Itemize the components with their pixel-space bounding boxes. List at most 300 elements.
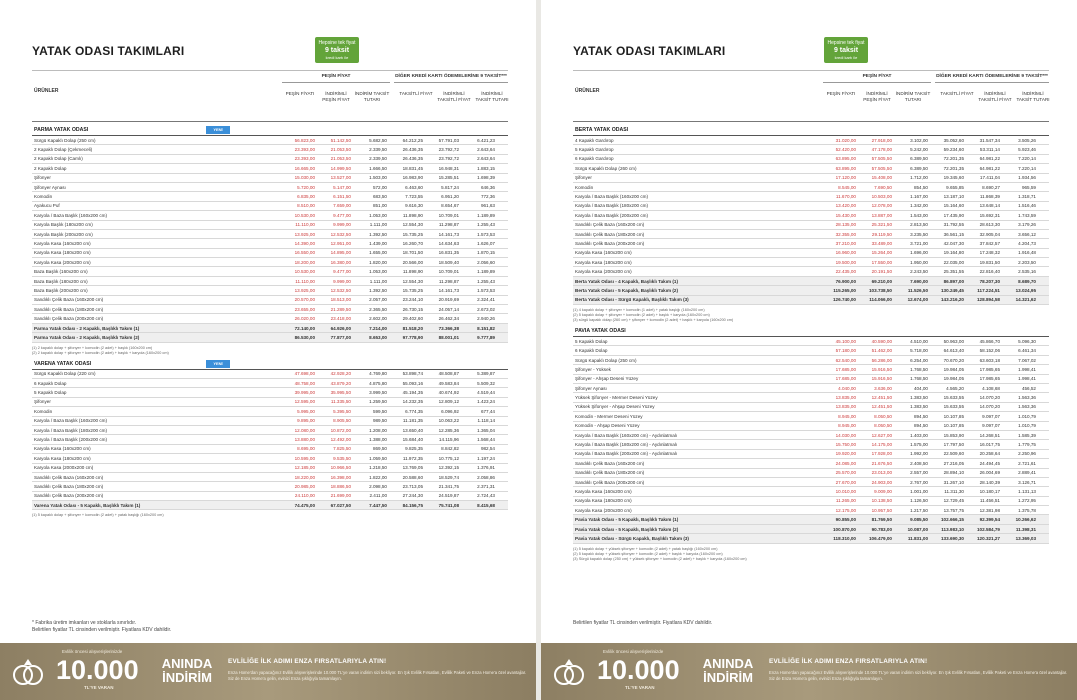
- price-cell: 5.995,00: [297, 408, 315, 414]
- price-cell: 1.392,50: [369, 231, 387, 237]
- price-cell: 23.713,05: [402, 483, 423, 489]
- price-cell: 31.020,00: [835, 137, 856, 143]
- price-cell: 1.189,89: [477, 269, 495, 275]
- product-name: Sandıklı Çelik Baza (180x200 cm): [34, 483, 104, 489]
- price-cell: 1.768,50: [910, 366, 928, 372]
- price-cell: 12.809,12: [438, 399, 459, 405]
- price-cell: 24.903,00: [871, 479, 892, 485]
- price-cell: 14.232,35: [402, 399, 423, 405]
- price-cell: 2.250,96: [1018, 451, 1036, 457]
- price-cell: 12.175,00: [835, 507, 856, 513]
- price-cell: 11.456,51: [979, 498, 1000, 504]
- section-notes: [32, 513, 508, 518]
- price-table: [573, 70, 1049, 562]
- price-cell: 16.260,70: [402, 240, 423, 246]
- product-name: Varena Yatak Odası - 5 Kapaklı, Başlıklı Takım (1): [34, 502, 141, 508]
- price-cell: 1.010,79: [1018, 413, 1036, 419]
- price-cell: 4.108,68: [982, 385, 1000, 391]
- table-row: [32, 379, 508, 388]
- price-cell: 70.670,20: [943, 357, 964, 363]
- left-page: [0, 0, 536, 700]
- price-cell: 8.510,00: [297, 203, 315, 209]
- note-line: (1) 5 kapaklı dolap + şifonyer + komodin (2 adet) + yatak başlığı (160x200 cm): [32, 513, 164, 518]
- table-row: [573, 192, 1049, 201]
- table-row: [573, 534, 1049, 543]
- price-cell: 13.650,40: [402, 427, 423, 433]
- price-cell: 1.131,13: [1018, 488, 1036, 494]
- price-cell: 14.895,00: [330, 250, 351, 256]
- price-cell: 683,50: [372, 194, 387, 200]
- price-cell: 2.643,64: [477, 156, 495, 162]
- product-name: Sandıklı Çelik Baza (200x200 cm): [34, 493, 104, 499]
- price-cell: 15.735,25: [402, 287, 423, 293]
- price-cell: 20.258,64: [979, 451, 1000, 457]
- price-cell: 2.339,50: [369, 147, 387, 153]
- price-cell: 12.951,00: [330, 240, 351, 246]
- table-row: [32, 174, 508, 183]
- price-cell: 63.603,18: [979, 357, 1000, 363]
- product-name: 2 Kapaklı Dolap (Camlı): [34, 156, 83, 162]
- price-cell: 1.666,50: [369, 165, 387, 171]
- product-name: Yüksek Şifonyer - Mermer Deseni Yüzey: [575, 395, 658, 401]
- price-cell: 14.999,50: [330, 165, 351, 171]
- product-name: Yüksek Şifonyer - Ahşap Deseni Yüzey: [575, 404, 655, 410]
- price-cell: 15.692,31: [979, 212, 1000, 218]
- price-cell: 404,00: [913, 385, 928, 391]
- table-row: [573, 459, 1049, 468]
- price-cell: 63.895,00: [835, 165, 856, 171]
- price-cell: 4.565,20: [946, 385, 964, 391]
- price-cell: 1.392,50: [369, 287, 387, 293]
- product-name: Sandıklı Çelik Baza (160x200 cm): [575, 460, 645, 466]
- price-cell: 64.981,22: [979, 165, 1000, 171]
- price-cell: 8.050,50: [874, 413, 892, 419]
- price-cell: 16.380,00: [330, 259, 351, 265]
- badge-bot: kredi kartı ile: [834, 55, 858, 60]
- instant-line-1: ANINDA: [702, 656, 754, 671]
- products-heading: ÜRÜNLER: [34, 88, 59, 94]
- table-row: [32, 230, 508, 239]
- table-row: [32, 454, 508, 463]
- price-cell: 6.389,50: [910, 156, 928, 162]
- discount-amount: 10.000: [56, 655, 139, 685]
- price-cell: 16.017,75: [979, 442, 1000, 448]
- note-line: (2) 2 kapaklı dolap + şifonyer + komodin (2 adet) + başlık + karyola (160x200 cm): [32, 350, 169, 355]
- price-cell: 64.981,22: [979, 156, 1000, 162]
- product-name: Baza Başlık (180x200 cm): [34, 278, 88, 284]
- installment-badge: [824, 37, 868, 63]
- price-cell: 26.436,35: [402, 147, 423, 153]
- price-cell: 6.951,20: [441, 194, 459, 200]
- product-name: Karyola Kasa (200x200 cm): [575, 269, 632, 275]
- price-cell: 646,36: [480, 184, 495, 190]
- price-cell: 2.339,50: [369, 156, 387, 162]
- product-name: Sürgü Kapaklı Dolap (220 cm): [34, 371, 96, 377]
- price-cell: 8.905,50: [333, 418, 351, 424]
- table-row: [573, 487, 1049, 496]
- price-cell: 42.928,20: [330, 371, 351, 377]
- instant-line-2: İNDİRİM: [703, 670, 753, 685]
- product-name: Karyola / Baza Başlık (200x200 cm): [34, 437, 108, 443]
- table-row: [573, 497, 1049, 506]
- price-cell: 5.923,46: [1018, 147, 1036, 153]
- price-cell: 6.254,00: [910, 357, 928, 363]
- product-name: Karyola / Baza Başlık (160x200 cm) - Aydınlatmalı: [575, 432, 678, 438]
- price-cell: 88.001,01: [438, 334, 459, 340]
- product-name: Karyola / Baza Başlık (200x200 cm): [575, 212, 649, 218]
- footnote-line: * Fabrika üretim imkanları ve stoklarla sınırlıdır.: [32, 620, 137, 626]
- price-cell: 1.950,00: [910, 259, 928, 265]
- price-cell: 10.872,00: [330, 427, 351, 433]
- price-cell: 45.866,70: [979, 338, 1000, 344]
- product-name: Sandıklı Çelik Baza (200x200 cm): [575, 240, 645, 246]
- price-cell: 14.634,63: [438, 240, 459, 246]
- table-row: [573, 450, 1049, 459]
- price-cell: 7.447,50: [369, 502, 387, 508]
- product-name: Komodin: [34, 194, 53, 200]
- section-title: BERTA YATAK ODASI: [575, 127, 629, 133]
- installment-group: DİĞER KREDİ KARTI ÖDEMELERİNE 9 TAKSİT***: [935, 74, 1049, 83]
- price-cell: 10.503,00: [871, 194, 892, 200]
- price-cell: 23.244,10: [402, 297, 423, 303]
- product-name: Şifonyer Aynası: [575, 385, 607, 391]
- table-row: [573, 211, 1049, 220]
- column-header: TAKSİTLİ FİYAT: [940, 91, 974, 96]
- price-cell: 1.111,00: [369, 222, 387, 228]
- product-name: Karyola / Baza Başlık (180x200 cm): [34, 427, 108, 433]
- price-cell: 11.398,31: [1015, 526, 1036, 532]
- price-cell: 22.509,60: [943, 451, 964, 457]
- price-cell: 13.648,14: [979, 203, 1000, 209]
- product-name: Sandıklı Çelik Baza (180x200 cm): [34, 306, 104, 312]
- price-cell: 12.627,00: [871, 432, 892, 438]
- price-cell: 9.097,07: [982, 413, 1000, 419]
- price-cell: 3.505,26: [1018, 137, 1036, 143]
- table-row: [573, 393, 1049, 402]
- price-cell: 17.411,04: [979, 175, 1000, 181]
- price-cell: 36.561,15: [943, 231, 964, 237]
- table-row: [573, 384, 1049, 393]
- price-cell: 118.310,00: [833, 535, 856, 541]
- price-cell: 5.718,00: [910, 348, 928, 354]
- product-name: Sandıklı Çelik Baza (200x200 cm): [34, 316, 104, 322]
- price-cell: 2.813,50: [910, 222, 928, 228]
- price-cell: 8.690,27: [982, 184, 1000, 190]
- price-cell: 4.204,73: [1018, 240, 1036, 246]
- price-cell: 1.126,50: [910, 498, 928, 504]
- price-cell: 19.164,80: [943, 250, 964, 256]
- price-cell: 13.527,00: [330, 175, 351, 181]
- price-cell: 103.738,50: [869, 287, 892, 293]
- price-cell: 6.463,60: [405, 184, 423, 190]
- price-cell: 21.053,50: [330, 156, 351, 162]
- price-cell: 59.234,60: [943, 147, 964, 153]
- price-cell: 48.508,87: [438, 371, 459, 377]
- price-cell: 21.699,00: [330, 493, 351, 499]
- product-name: Parma Yatak Odası - 2 Kapaklı, Başlıklı Takım (2): [34, 334, 140, 340]
- price-cell: 1.259,50: [369, 399, 387, 405]
- price-cell: 9.097,07: [982, 423, 1000, 429]
- price-cell: 894,50: [913, 423, 928, 429]
- price-cell: 2.889,41: [1018, 470, 1036, 476]
- price-cell: 84.156,75: [402, 502, 423, 508]
- table-row: [573, 422, 1049, 431]
- price-cell: 113.983,10: [941, 526, 964, 532]
- price-cell: 1.626,07: [477, 240, 495, 246]
- table-row: [573, 356, 1049, 365]
- price-cell: 1.870,15: [477, 250, 495, 256]
- badge-mid: 9 taksit: [324, 47, 350, 54]
- price-cell: 76.900,00: [835, 278, 856, 284]
- price-cell: 12.532,50: [330, 231, 351, 237]
- price-cell: 27.216,05: [943, 460, 964, 466]
- product-name: Sandıklı Çelik Baza (180x200 cm): [575, 231, 645, 237]
- price-cell: 14.161,73: [438, 231, 459, 237]
- price-cell: 16.398,00: [330, 474, 351, 480]
- product-name: 2 Kapaklı Dolap: [34, 165, 67, 171]
- price-cell: 40.590,00: [871, 338, 892, 344]
- price-cell: 33.489,00: [871, 240, 892, 246]
- price-cell: 97.778,90: [402, 334, 423, 340]
- price-cell: 31.267,10: [943, 479, 964, 485]
- price-cell: 854,50: [913, 184, 928, 190]
- price-cell: 7.220,14: [1018, 165, 1036, 171]
- price-cell: 72.140,00: [294, 325, 315, 331]
- table-row: [32, 221, 508, 230]
- price-cell: 1.388,00: [369, 437, 387, 443]
- price-cell: 1.563,36: [1018, 395, 1036, 401]
- price-cell: 45.100,00: [835, 338, 856, 344]
- price-cell: 15.735,25: [402, 231, 423, 237]
- price-cell: 9.009,00: [874, 488, 892, 494]
- table-row: [32, 435, 508, 444]
- price-cell: 15.408,00: [871, 175, 892, 181]
- price-cell: 1.208,00: [369, 427, 387, 433]
- price-cell: 17.985,65: [979, 376, 1000, 382]
- badge-bot: kredi kartı ile: [325, 55, 349, 60]
- price-cell: 53.311,14: [979, 147, 1000, 153]
- price-cell: 8.151,82: [477, 325, 495, 331]
- price-cell: 45.194,35: [402, 390, 423, 396]
- price-cell: 10.957,50: [871, 507, 892, 513]
- price-cell: 28.135,00: [835, 222, 856, 228]
- table-row: [32, 277, 508, 286]
- discount-amount: 10.000: [597, 655, 680, 685]
- price-cell: 3.126,71: [1018, 479, 1036, 485]
- section-notes: [573, 547, 1049, 562]
- table-row: [573, 515, 1049, 524]
- price-cell: 23.418,00: [330, 316, 351, 322]
- price-cell: 3.999,50: [369, 390, 387, 396]
- price-cell: 128.894,58: [977, 297, 1000, 303]
- price-cell: 1.197,24: [477, 455, 495, 461]
- price-cell: 9.825,35: [405, 446, 423, 452]
- price-cell: 599,50: [372, 408, 387, 414]
- banner-body: Enza Home'dan yapacağınız Evlilik alışverişlerinde 10.000 TL'ye varan indirim sizi bekliyor. En Şık Evlilik Fırsatları, Evlilik Paketi ve Enza Home'a özel avantajlar. Siz de Enza Home'a gelin, evinizi Enza şıklığıyla tamamlayın.: [228, 670, 527, 681]
- price-cell: 10.266,62: [1015, 517, 1036, 523]
- price-cell: 1.053,00: [369, 212, 387, 218]
- price-cell: 20.919,69: [438, 297, 459, 303]
- product-name: Pavia Yatak Odası - 5 Kapaklı, Başlıklı Takım (2): [575, 526, 679, 532]
- price-cell: 10.709,01: [438, 269, 459, 275]
- price-cell: 117.224,51: [977, 287, 1000, 293]
- price-cell: 1.383,50: [910, 395, 928, 401]
- price-cell: 23.655,00: [294, 306, 315, 312]
- section-header: [573, 326, 1049, 337]
- price-cell: 10.530,00: [294, 212, 315, 218]
- product-name: Sürgü Kapaklı Dolap (250 cm): [575, 357, 637, 363]
- price-cell: 19.500,00: [835, 259, 856, 265]
- badge-mid: 9 taksit: [833, 47, 859, 54]
- price-cell: 2.940,26: [477, 316, 495, 322]
- price-cell: 1.820,00: [369, 259, 387, 265]
- price-cell: 11.972,35: [402, 455, 423, 461]
- price-cell: 1.376,91: [477, 465, 495, 471]
- table-row: [573, 506, 1049, 515]
- price-cell: 12.595,00: [294, 399, 315, 405]
- section-title: PAVIA YATAK ODASI: [575, 328, 626, 335]
- price-cell: 1.992,00: [910, 451, 928, 457]
- price-cell: 8.842,82: [441, 446, 459, 452]
- section-header: [32, 359, 508, 370]
- price-cell: 982,54: [480, 446, 495, 452]
- price-cell: 11.335,50: [330, 399, 351, 405]
- price-cell: 10.775,12: [438, 455, 459, 461]
- price-cell: 4.519,44: [477, 390, 495, 396]
- price-cell: 24.057,14: [438, 306, 459, 312]
- column-header: İNDİRİMLİ PEŞİN FİYAT: [322, 91, 350, 102]
- price-cell: 17.797,50: [943, 442, 964, 448]
- price-cell: 1.696,00: [910, 250, 928, 256]
- price-cell: 57.505,50: [871, 156, 892, 162]
- product-name: Karyola Kasa (160x200 cm): [34, 446, 91, 452]
- price-cell: 102.584,79: [977, 526, 1000, 532]
- table-row: [32, 192, 508, 201]
- price-cell: 2.056,60: [477, 259, 495, 265]
- price-cell: 7.220,14: [1018, 156, 1036, 162]
- table-row: [573, 286, 1049, 295]
- table-row: [573, 469, 1049, 478]
- table-row: [32, 155, 508, 164]
- price-cell: 1.768,50: [910, 376, 928, 382]
- table-row: [32, 211, 508, 220]
- table-row: [32, 388, 508, 397]
- price-cell: 18.529,74: [438, 474, 459, 480]
- price-cell: 31.547,34: [979, 137, 1000, 143]
- price-cell: 1.543,00: [910, 212, 928, 218]
- price-cell: 17.985,65: [979, 366, 1000, 372]
- product-name: Karyola Kasa (200x200 cm): [34, 259, 91, 265]
- price-cell: 26.020,00: [294, 316, 315, 322]
- price-cell: 11.526,50: [907, 287, 928, 293]
- price-table: [32, 70, 508, 518]
- column-header: İNDİRİMLİ TAKSİTLİ FİYAT: [978, 91, 1012, 102]
- price-cell: 5.389,87: [477, 371, 495, 377]
- price-cell: 18.886,50: [330, 483, 351, 489]
- price-cell: 10.063,22: [438, 418, 459, 424]
- price-cell: 120.321,27: [977, 535, 1000, 541]
- price-cell: 69.210,00: [871, 278, 892, 284]
- price-cell: 52.420,00: [835, 147, 856, 153]
- price-cell: 21.053,50: [330, 147, 351, 153]
- price-cell: 23.393,00: [294, 147, 315, 153]
- price-cell: 1.916,48: [1018, 250, 1036, 256]
- price-cell: 26.436,35: [402, 156, 423, 162]
- table-row: [573, 258, 1049, 267]
- price-cell: 989,50: [372, 418, 387, 424]
- product-name: Komodin: [34, 408, 53, 414]
- price-cell: 24.085,00: [835, 460, 856, 466]
- price-cell: 20.588,60: [402, 474, 423, 480]
- price-cell: 115.265,00: [833, 287, 856, 293]
- price-cell: 12.674,00: [907, 297, 928, 303]
- table-row: [573, 230, 1049, 239]
- wedding-rings-icon: [10, 651, 46, 691]
- table-row: [32, 258, 508, 267]
- price-cell: 1.575,00: [910, 442, 928, 448]
- price-cell: 12.451,50: [871, 395, 892, 401]
- product-name: 4 Kapaklı Gardırop: [575, 137, 614, 143]
- price-cell: 1.934,56: [1018, 175, 1036, 181]
- price-cell: 14.321,62: [1015, 297, 1036, 303]
- price-cell: 86.897,00: [943, 278, 964, 284]
- price-cell: 27.244,30: [402, 493, 423, 499]
- price-cell: 35.052,60: [943, 137, 964, 143]
- price-cell: 1.573,53: [477, 287, 495, 293]
- price-cell: 8.695,00: [297, 446, 315, 452]
- price-cell: 12.554,30: [402, 222, 423, 228]
- section-notes: [32, 346, 508, 356]
- note-line: (1) 2 kapaklı dolap + şifonyer + komodin (2 adet) + başlık (160x200 cm): [32, 345, 153, 350]
- product-name: 6 Kapaklı Dolap: [34, 380, 67, 386]
- section-header: [573, 125, 1049, 136]
- note-line: (1) 5 kapaklı dolap + yüksek şifonyer + komodin (2 adet) + yatak başlığı (160x200 cm): [573, 546, 718, 551]
- price-cell: 12.185,00: [294, 465, 315, 471]
- product-name: Berta Yatak Odası - 4 Kapaklı, Başlıklı Takım (1): [575, 278, 678, 284]
- price-cell: 57.180,00: [835, 348, 856, 354]
- banner-small-text: Evlilik öncesi alışverişlerinizde: [62, 649, 123, 654]
- table-row: [32, 145, 508, 154]
- price-cell: 2.365,50: [369, 306, 387, 312]
- product-name: 6 Kapaklı Dolap: [575, 348, 608, 354]
- price-cell: 27.670,00: [835, 479, 856, 485]
- price-cell: 1.053,00: [369, 269, 387, 275]
- price-cell: 12.285,36: [438, 427, 459, 433]
- price-cell: 12.451,50: [871, 404, 892, 410]
- product-name: 5 Kapaklı Dolap: [34, 390, 67, 396]
- price-cell: 15.684,40: [402, 437, 423, 443]
- price-cell: 11.868,39: [979, 194, 1000, 200]
- section-title: PARMA YATAK ODASI: [34, 127, 89, 133]
- table-row: [573, 412, 1049, 421]
- price-cell: 2.557,00: [910, 470, 928, 476]
- promo-banner: [0, 643, 536, 700]
- currency-label: TL'YE VARAN: [84, 685, 114, 690]
- price-cell: 1.883,15: [477, 165, 495, 171]
- footnote-line: Belirtilen fiyatlar TL cinsinden verilmiştir. Fiyatlara KDV dahildir.: [573, 620, 713, 626]
- table-row: [573, 365, 1049, 374]
- price-cell: 11.898,90: [402, 269, 423, 275]
- product-name: Karyola Kasa (160x200 cm): [575, 250, 632, 256]
- price-cell: 47.178,00: [871, 147, 892, 153]
- price-cell: 23.013,00: [871, 470, 892, 476]
- price-cell: 17.685,00: [835, 376, 856, 382]
- price-cell: 28.613,30: [979, 222, 1000, 228]
- price-cell: 5.147,00: [333, 184, 351, 190]
- price-cell: 25.570,00: [835, 470, 856, 476]
- table-row: [32, 296, 508, 305]
- price-cell: 9.895,00: [297, 418, 315, 424]
